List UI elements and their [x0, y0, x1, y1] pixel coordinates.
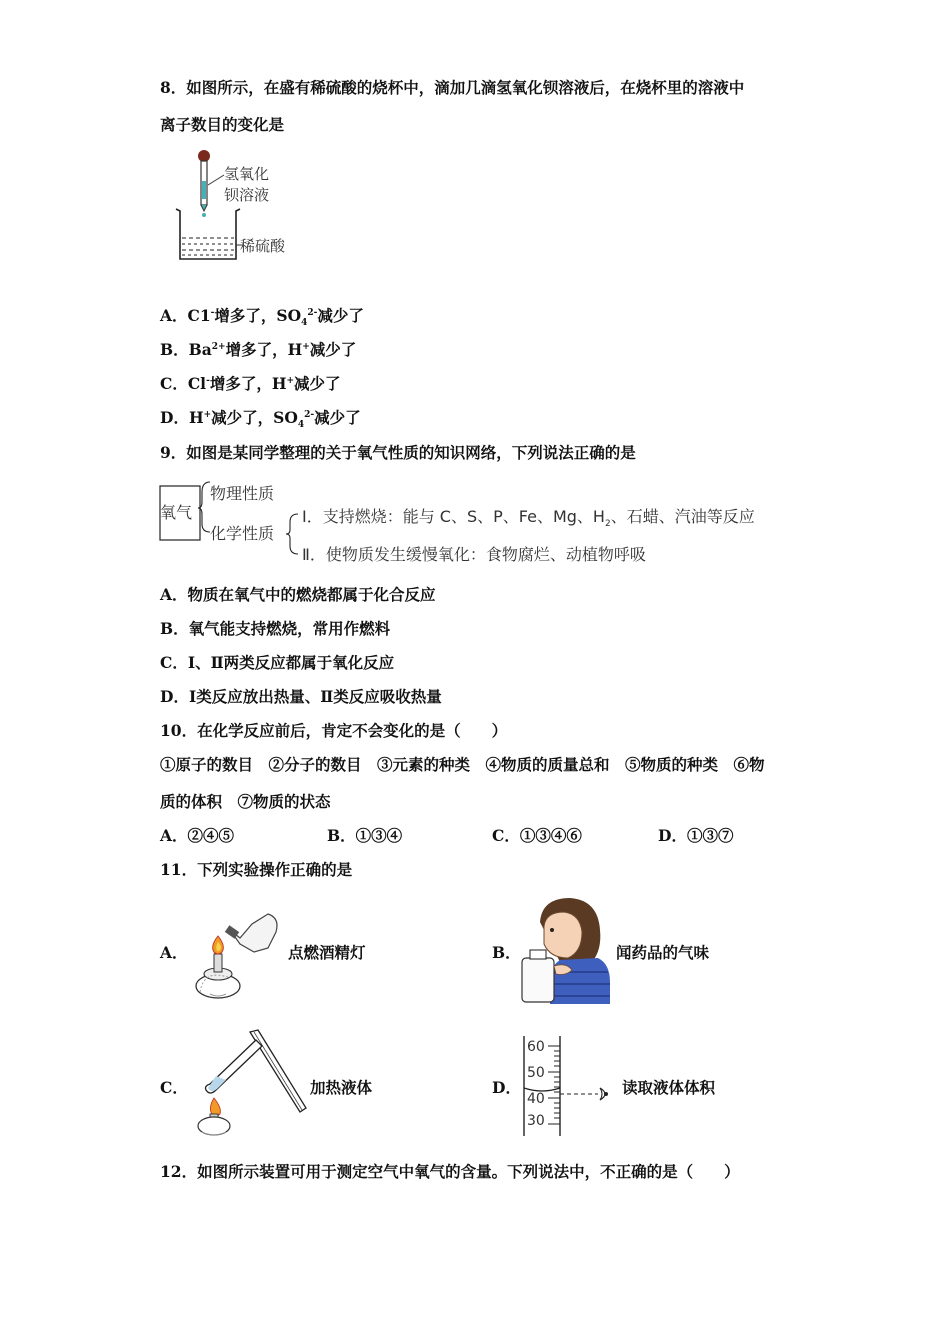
q10-option-a[interactable]: A．②④⑤	[160, 826, 235, 845]
q11-option-a-letter[interactable]: A．	[160, 943, 188, 962]
q11-option-a-text: 点燃酒精灯	[288, 943, 366, 962]
q11-option-c-letter[interactable]: C．	[160, 1078, 188, 1097]
q11-stem: 11．下列实验操作正确的是	[160, 860, 353, 879]
q9-option-b[interactable]: B．氧气能支持燃烧，常用作燃料	[160, 619, 391, 638]
q8-label-dilute-sulfuric-acid: 稀硫酸	[240, 237, 286, 255]
q8-label-barium-hydroxide-1: 氢氧化	[224, 165, 270, 183]
q11-cyl-tick-40: 40	[527, 1091, 545, 1107]
q9-root-oxygen: 氧气	[160, 503, 193, 522]
q8-option-d[interactable]: D．H+减少了，$SO_4^{2-}$减少了	[160, 408, 361, 431]
q10-option-b[interactable]: B．①③④	[327, 826, 403, 845]
q9-chemical-properties: 化学性质	[210, 524, 275, 543]
q11-cyl-tick-30: 30	[527, 1113, 545, 1129]
q11-option-c-text: 加热液体	[310, 1078, 373, 1097]
q11-alcohol-lamp-image	[190, 908, 286, 1004]
q9-item-slow-oxidation: Ⅱ．使物质发生缓慢氧化：食物腐烂、动植物呼吸	[302, 545, 646, 564]
q8-option-a[interactable]: A．C1-增多了，$SO_4^{2-}$减少了	[160, 306, 364, 329]
q9-physical-properties: 物理性质	[210, 484, 275, 503]
q11-heating-liquid-image	[188, 1028, 308, 1138]
q9-option-c[interactable]: C．Ⅰ、Ⅱ两类反应都属于氧化反应	[160, 653, 395, 672]
q8-stem-line1: 8．如图所示，在盛有稀硫酸的烧杯中，滴加几滴氢氧化钡溶液后，在烧杯里的溶液中	[160, 78, 745, 97]
q9-item-support-combustion: Ⅰ．支持燃烧：能与 C、S、P、Fe、Mg、$H_2$、石蜡、汽油等反应	[302, 507, 755, 530]
q9-option-a[interactable]: A．物质在氧气中的燃烧都属于化合反应	[160, 585, 436, 604]
q10-list-line1: ①原子的数目 ②分子的数目 ③元素的种类 ④物质的质量总和 ⑤物质的种类 ⑥物	[160, 755, 765, 774]
q8-label-barium-hydroxide-2: 钡溶液	[224, 186, 270, 204]
q9-option-d[interactable]: D．Ⅰ类反应放出热量、Ⅱ类反应吸收热量	[160, 687, 442, 706]
q12-stem: 12．如图所示装置可用于测定空气中氧气的含量。下列说法中，不正确的是（ ）	[160, 1162, 740, 1181]
q11-option-b-letter[interactable]: B．	[492, 943, 521, 962]
q8-stem-line2: 离子数目的变化是	[160, 115, 285, 134]
q11-option-d-text: 读取液体体积	[622, 1078, 716, 1097]
q11-option-b-text: 闻药品的气味	[616, 943, 710, 962]
q10-list-line2: 质的体积 ⑦物质的状态	[160, 792, 331, 811]
q11-smelling-person-image	[520, 892, 612, 1004]
q10-option-c[interactable]: C．①③④⑥	[492, 826, 582, 845]
q11-option-d-letter[interactable]: D．	[492, 1078, 521, 1097]
q8-option-c[interactable]: C．Cl-增多了，H+减少了	[160, 374, 341, 393]
q9-stem: 9．如图是某同学整理的关于氧气性质的知识网络，下列说法正确的是	[160, 443, 636, 462]
q10-option-d[interactable]: D．①③⑦	[658, 826, 734, 845]
q10-stem: 10．在化学反应前后，肯定不会变化的是（ ）	[160, 721, 508, 740]
q11-cyl-tick-60: 60	[527, 1039, 545, 1055]
q11-cyl-tick-50: 50	[527, 1065, 545, 1081]
q8-option-b[interactable]: B．$Ba^{2+}$增多了，H+减少了	[160, 340, 357, 359]
